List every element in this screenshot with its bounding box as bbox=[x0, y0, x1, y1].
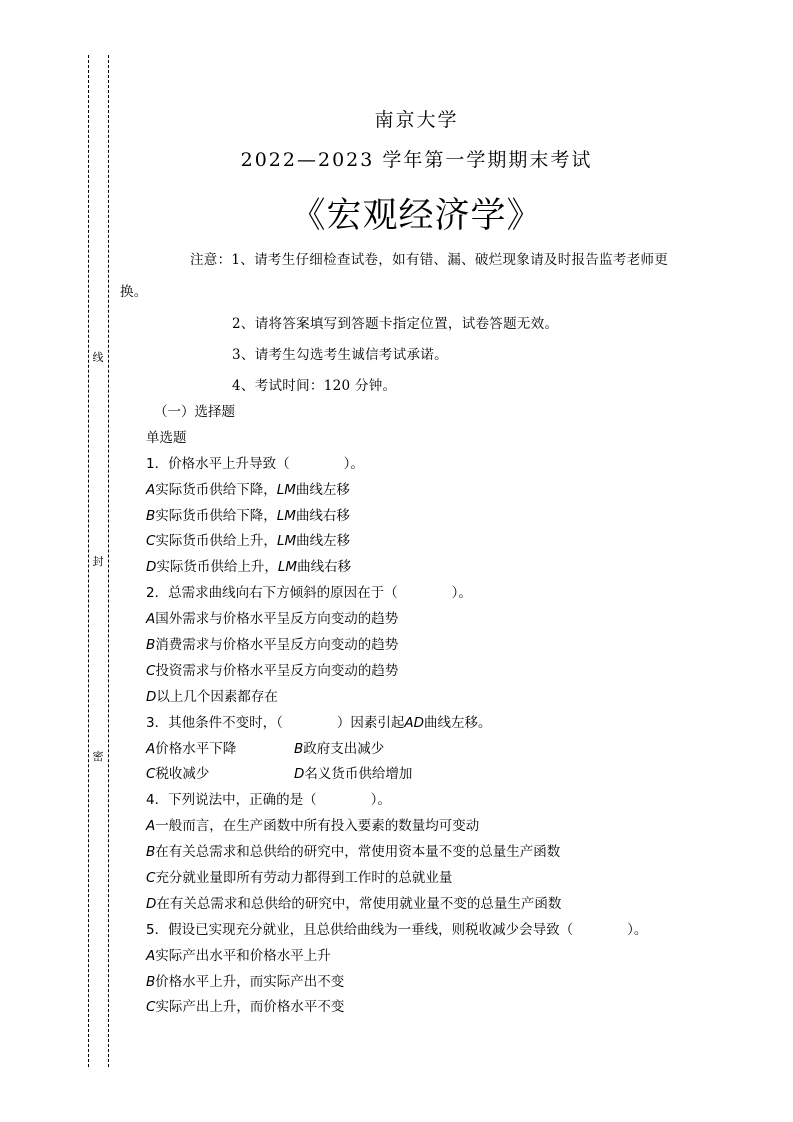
option-text: 实际货币供给下降， bbox=[155, 481, 277, 498]
question-3-option-d bbox=[294, 766, 412, 782]
question-4-stem: 4．下列说法中，正确的是（ ）。 bbox=[146, 792, 391, 809]
option-text: 实际产出上升，而价格水平不变 bbox=[155, 999, 345, 1016]
question-1-stem: 1．价格水平上升导致（ ）。 bbox=[146, 455, 364, 472]
section-title: （一）选择题 bbox=[154, 404, 235, 420]
option-text: 投资需求与价格水平呈反方向变动的趋势 bbox=[155, 662, 399, 679]
notice-item-1-continued: 换。 bbox=[120, 284, 148, 300]
option-tail: 曲线右移 bbox=[295, 507, 350, 524]
section-subtitle: 单选题 bbox=[146, 429, 187, 446]
option-text: 价格水平上升，而实际产出不变 bbox=[155, 973, 345, 990]
question-1-option-b bbox=[146, 504, 647, 530]
option-curve-letter: LM bbox=[277, 559, 298, 576]
option-letter: A bbox=[146, 818, 156, 835]
binding-dashed-line-outer bbox=[88, 55, 89, 1067]
question-5-stem: 5．假设已实现充分就业，且总供给曲线为一垂线，则税收减少会导致（ ）。 bbox=[146, 921, 648, 938]
option-letter: A bbox=[146, 611, 156, 628]
option-text: 在有关总需求和总供给的研究中，常使用就业量不变的总量生产函数 bbox=[156, 895, 562, 912]
binding-mark-line: 线 bbox=[92, 351, 104, 364]
option-letter: B bbox=[146, 973, 156, 990]
option-text: 价格水平下降 bbox=[155, 740, 237, 757]
option-letter: C bbox=[146, 533, 156, 550]
option-letter: A bbox=[146, 947, 156, 964]
question-2-option-d bbox=[146, 685, 647, 711]
notice-item-3: 3、请考生勾选考生诚信考试承诺。 bbox=[232, 347, 448, 363]
option-text: 在有关总需求和总供给的研究中，常使用资本量不变的总量生产函数 bbox=[155, 844, 561, 861]
question-2-option-a bbox=[146, 607, 647, 633]
question-2-option-b bbox=[146, 633, 647, 659]
option-curve-letter: LM bbox=[276, 481, 296, 498]
option-letter: B bbox=[146, 844, 156, 861]
option-tail: 曲线左移 bbox=[296, 533, 351, 550]
option-text: 实际货币供给下降， bbox=[155, 507, 277, 524]
option-text: 实际货币供给上升， bbox=[155, 533, 277, 550]
option-text: 以上几个因素都存在 bbox=[156, 688, 278, 705]
option-text: 国外需求与价格水平呈反方向变动的趋势 bbox=[155, 611, 399, 628]
question-5-option-b bbox=[146, 970, 647, 996]
option-letter: C bbox=[146, 766, 156, 783]
exam-term: 2022—2023 学年第一学期期末考试 bbox=[240, 149, 593, 171]
option-text: 政府支出减少 bbox=[303, 740, 385, 757]
option-letter: C bbox=[146, 662, 156, 679]
question-3-option-a bbox=[146, 737, 294, 763]
question-1-option-c bbox=[146, 529, 647, 555]
option-letter: D bbox=[146, 895, 157, 912]
question-3-option-c bbox=[146, 762, 294, 788]
binding-mark-seal: 封 bbox=[92, 555, 104, 568]
stem-curve-letter: AD bbox=[404, 714, 424, 731]
option-tail: 曲线左移 bbox=[295, 481, 350, 498]
option-letter: B bbox=[146, 637, 156, 654]
option-letter: D bbox=[146, 688, 157, 705]
question-4-option-c bbox=[146, 866, 647, 892]
question-2-option-c bbox=[146, 659, 647, 685]
option-curve-letter: LM bbox=[276, 533, 297, 550]
question-3-stem bbox=[146, 711, 647, 737]
question-4-option-b bbox=[146, 840, 647, 866]
stem-text: 3．其他条件不变时，（ ）因素引起 bbox=[146, 714, 405, 731]
option-letter: B bbox=[146, 507, 156, 524]
question-3-options-row-1 bbox=[146, 737, 647, 763]
course-title: 《宏观经济学》 bbox=[290, 196, 543, 236]
option-text: 一般而言，在生产函数中所有投入要素的数量均可变动 bbox=[155, 818, 480, 835]
option-letter: D bbox=[146, 559, 157, 576]
question-4-option-a bbox=[146, 814, 647, 840]
option-letter: A bbox=[146, 481, 156, 498]
option-text: 实际货币供给上升， bbox=[156, 559, 278, 576]
binding-dashed-line-inner bbox=[108, 55, 109, 1067]
question-4-option-d bbox=[146, 892, 647, 918]
binding-mark-secret: 密 bbox=[92, 750, 104, 763]
option-text: 实际产出水平和价格水平上升 bbox=[155, 947, 331, 964]
option-letter: C bbox=[146, 870, 156, 887]
option-letter: A bbox=[146, 740, 156, 757]
notice-item-4: 4、考试时间：120 分钟。 bbox=[232, 378, 397, 394]
option-text: 消费需求与价格水平呈反方向变动的趋势 bbox=[155, 637, 399, 654]
option-letter: B bbox=[294, 740, 304, 757]
notice-item-1: 注意：1、请考生仔细检查试卷，如有错、漏、破烂现象请及时报告监考老师更 bbox=[190, 252, 669, 268]
school-name: 南京大学 bbox=[374, 109, 459, 131]
question-1-option-a bbox=[146, 478, 647, 504]
option-text: 名义货币供给增加 bbox=[304, 766, 413, 783]
question-5-option-a bbox=[146, 944, 647, 970]
option-letter: C bbox=[146, 999, 156, 1016]
option-text: 税收减少 bbox=[155, 766, 210, 783]
stem-text-end: 曲线左移。 bbox=[423, 714, 492, 731]
notice-item-2: 2、请将答案填写到答题卡指定位置，试卷答题无效。 bbox=[232, 316, 559, 332]
option-text: 充分就业量即所有劳动力都得到工作时的总就业量 bbox=[155, 870, 453, 887]
option-curve-letter: LM bbox=[276, 507, 296, 524]
question-3-option-b bbox=[294, 741, 384, 757]
question-2-stem: 2．总需求曲线向右下方倾斜的原因在于（ ）。 bbox=[146, 585, 472, 602]
option-tail: 曲线右移 bbox=[297, 559, 352, 576]
question-1-option-d bbox=[146, 555, 647, 581]
question-5-option-c bbox=[146, 995, 647, 1021]
question-section bbox=[146, 400, 647, 1021]
question-3-options-row-2 bbox=[146, 762, 647, 788]
option-letter: D bbox=[294, 766, 305, 783]
